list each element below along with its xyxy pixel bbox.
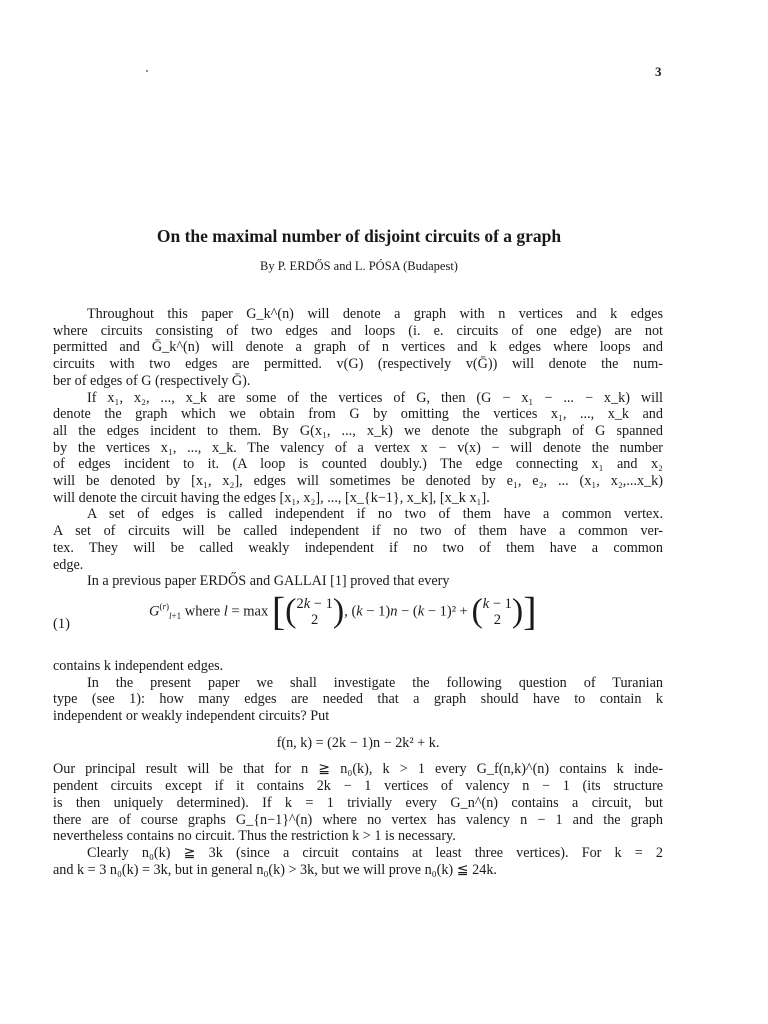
text-line: contains k independent edges. xyxy=(53,657,224,674)
text-line: where circuits consisting of two edges and loops (i. e. circuits of one edge) are not xyxy=(53,322,663,339)
text-line: all the edges incident to them. By G(x₁, ..., x_k) we denote the subgraph of G spanned xyxy=(53,422,663,439)
text-line: independent or weakly independent circuits? Put xyxy=(53,708,330,725)
author-byline: By P. ERDŐS and L. PÓSA (Budapest) xyxy=(260,259,458,273)
text-line: type (see 1): how many edges are needed that a graph should have to contain k xyxy=(53,691,663,708)
text-line: edge. xyxy=(53,556,84,573)
text-line: A set of circuits will be called independent if no two of them have a common ver- xyxy=(53,523,663,540)
equation-f: f(n, k) = (2k − 1)n − 2k² + k. xyxy=(276,734,440,751)
paragraph-notation xyxy=(53,390,663,507)
text-line: will denote the circuit having the edges [x₁, x₂], ..., [x_{k−1}, x_k], [x_k x₁]. xyxy=(53,489,490,506)
text-line: will be denoted by [x₁, x₂], edges will sometimes be denoted by e₁, e₂, ... (x₁, x₂,...x_k) xyxy=(53,473,663,490)
paragraph-independence xyxy=(53,506,663,573)
text-line: by the vertices x₁, ..., x_k. The valency of a vertex x − v(x) − will denote the number xyxy=(53,439,663,456)
paragraph-bounds xyxy=(53,845,663,878)
body-text xyxy=(53,306,663,878)
page-number: 3 xyxy=(655,64,662,79)
paragraph-contains xyxy=(53,658,663,675)
text-line: denote the graph which we obtain from G by omitting the vertices x₁, ..., x_k and xyxy=(53,406,663,423)
paragraph-question xyxy=(53,675,663,725)
text-line: If x₁, x₂, ..., x_k are some of the vertices of G, then (G − x₁ − ... − x_k) will xyxy=(87,389,663,406)
text-line: nevertheless contains no circuit. Thus the restriction k > 1 is necessary. xyxy=(53,828,456,845)
text-line: Clearly n₀(k) ≧ 3k (since a circuit contains at least three vertices). For k = 2 xyxy=(87,844,663,861)
paragraph-definitions xyxy=(53,306,663,390)
text-line: In a previous paper ERDŐS and GALLAI [1] proved that every xyxy=(87,573,450,590)
paper-title: On the maximal number of disjoint circuits of a graph xyxy=(156,226,562,246)
paragraph-previous-paper xyxy=(53,573,663,590)
equation-label: (1) xyxy=(53,615,70,632)
text-line: pendent circuits except if it contains 2k − 1 vertices of valency n − 1 (its structure xyxy=(53,778,663,795)
speck-mark xyxy=(146,70,148,72)
text-line: permitted and Ḡ_k^(n) will denote a graph of n vertices and k edges where loops and xyxy=(53,339,663,356)
text-line: is then uniquely determined). If k = 1 trivially every G_n^(n) contains a circuit, but xyxy=(53,794,663,811)
equation-1 xyxy=(53,588,663,654)
text-line: A set of edges is called independent if no two of them have a common vertex. xyxy=(87,506,663,523)
text-line: of edges incident to it. (A loop is counted doubly.) The edge connecting x₁ and x₂ xyxy=(53,456,663,473)
equation-formula: $G^{(r)}_{l+1}$ where l = max [(2k − 1 2 ), (k − 1)n − (k − 1)² + (k − 1 2 )] xyxy=(149,588,537,634)
text-line: and k = 3 n₀(k) = 3k, but in general n₀(k) > 3k, but we will prove n₀(k) ≦ 24k. xyxy=(53,861,497,878)
text-line: tex. They will be called weakly independent if no two of them have a common xyxy=(53,539,663,556)
text-line: ber of edges of G (respectively Ḡ). xyxy=(53,372,251,389)
text-line: In the present paper we shall investigate the following question of Turanian xyxy=(87,674,663,691)
paragraph-principal-result xyxy=(53,761,663,845)
text-line: circuits with two edges are permitted. v(G) (respectively v(Ḡ)) will denote the num- xyxy=(53,356,663,373)
text-line: Throughout this paper G_k^(n) will denote a graph with n vertices and k edges xyxy=(87,306,663,322)
text-line: there are of course graphs G_{n−1}^(n) where no vertex has valency n − 1 and the graph xyxy=(53,811,663,828)
text-line: Our principal result will be that for n ≧ n₀(k), k > 1 every G_f(n,k)^(n) contains k inde- xyxy=(53,761,663,778)
equation-where: where xyxy=(184,603,221,620)
